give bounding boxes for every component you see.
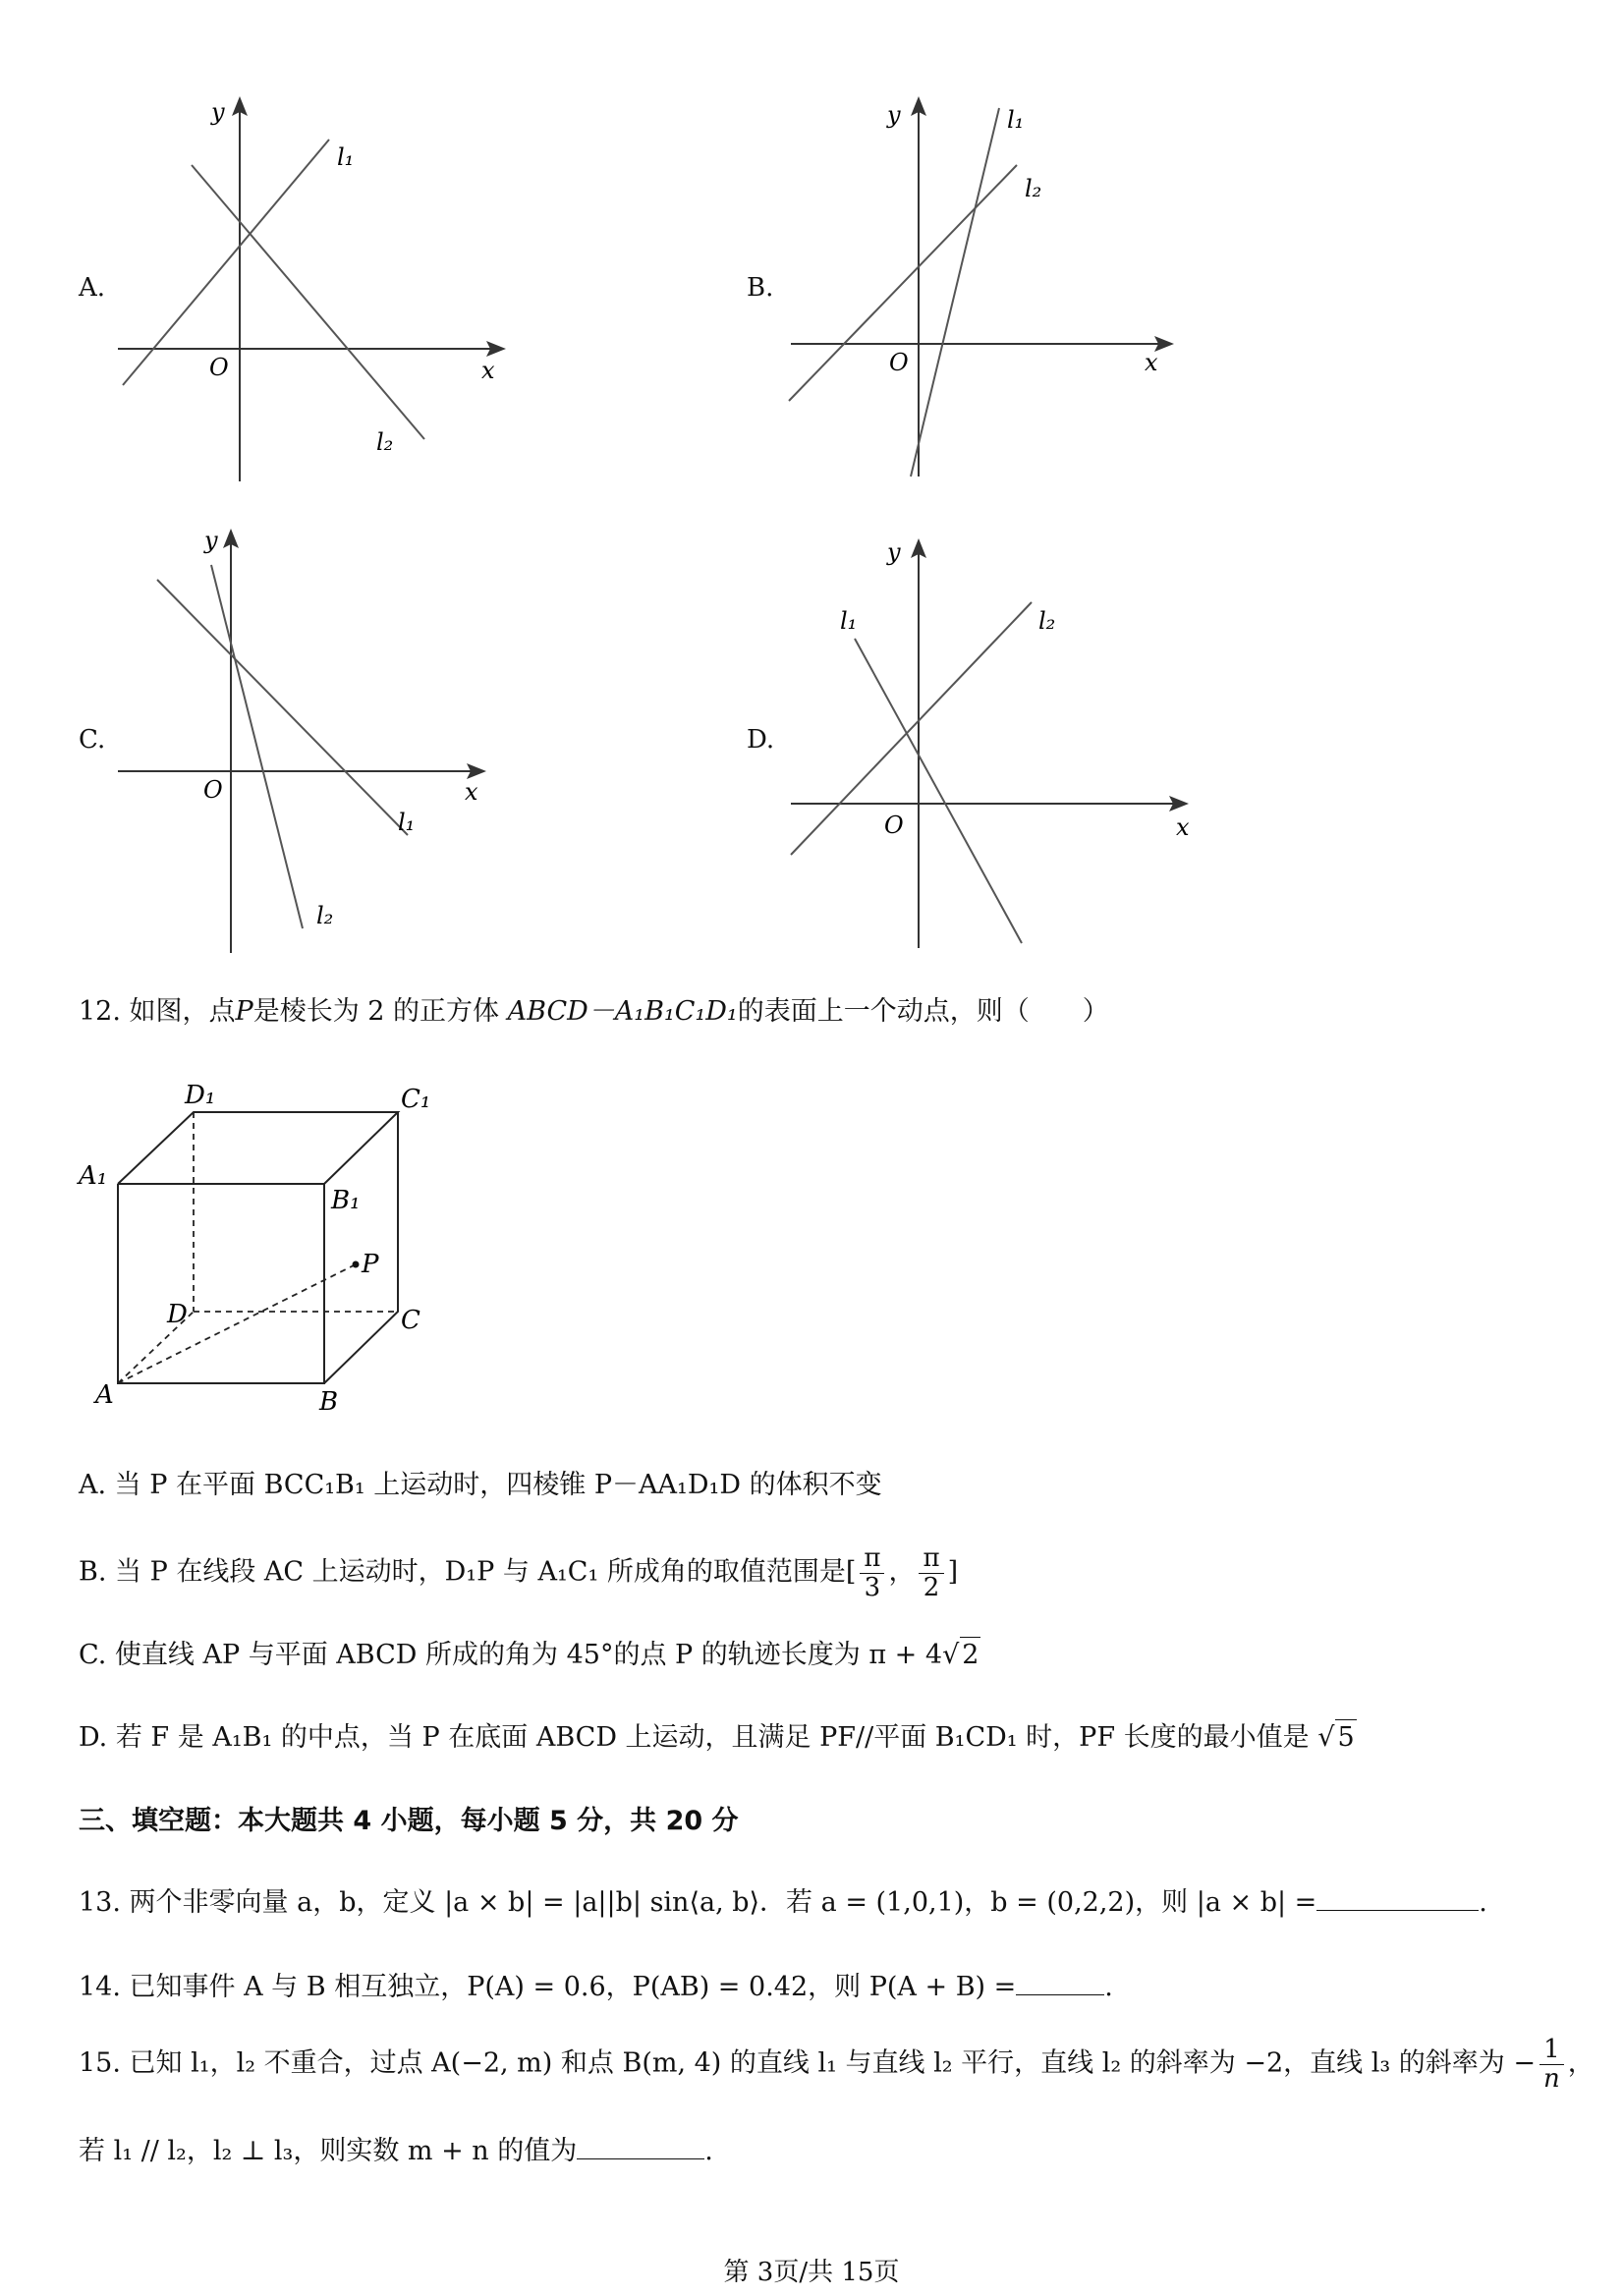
y-axis-label: y (887, 101, 901, 129)
l1-label: l₁ (398, 809, 416, 836)
q13-blank[interactable] (1316, 1883, 1479, 1911)
q13: 13. 两个非零向量 a，b，定义 |a × b| = |a||b| sin⟨a, b⟩．若 a = (1,0,1)，b = (0,2,2)，则 |a × b| = . (79, 1883, 1487, 1920)
origin-label: O (203, 776, 223, 804)
l2-label: l₂ (316, 902, 334, 929)
label-p: P (362, 1250, 379, 1279)
q14-blank[interactable] (1016, 1968, 1104, 1995)
q15: 15. 已知 l₁，l₂ 不重合，过点 A(−2, m) 和点 B(m, 4) 的直线 l₁ 与直线 l₂ 平行，直线 l₂ 的斜率为 −2，直线 l₃ 的斜率为 − $\frac{1}{n}$ ， (79, 2035, 1595, 2094)
page-footer: 第 3页/共 15页 (723, 2258, 900, 2287)
q12-option-c: C. 使直线 AP 与平面 ABCD 所成的角为 45°的点 P 的轨迹长度为 π + 4√ 2 (79, 1637, 980, 1672)
label-b: B (319, 1387, 339, 1417)
l1-label: l₁ (1007, 106, 1025, 134)
x-axis-label: x (481, 357, 495, 384)
q12-option-a: A. 当 P 在平面 BCC₁B₁ 上运动时，四棱锥 P－AA₁D₁D 的体积不变 (79, 1470, 882, 1500)
option-c-label: C. (79, 725, 106, 755)
l2-label: l₂ (1038, 607, 1056, 635)
line-l2 (211, 565, 303, 928)
x-axis-label: x (1176, 813, 1190, 841)
option-c-graph (108, 521, 521, 963)
section-3-heading: 三、填空题：本大题共 4 小题，每小题 5 分，共 20 分 (79, 1806, 739, 1836)
q15-blank[interactable] (577, 2132, 704, 2159)
l1-label: l₁ (337, 143, 355, 171)
frac-pi-2: $\frac{\pi}{2}$ (919, 1544, 943, 1601)
label-d1: D₁ (185, 1081, 216, 1110)
option-b-label: B. (747, 273, 774, 303)
option-a-graph (108, 88, 521, 491)
y-axis-label: y (887, 538, 901, 566)
l2-label: l₂ (376, 428, 394, 456)
x-axis-label: x (1145, 349, 1158, 376)
origin-label: O (209, 354, 229, 381)
q12-option-b: B. 当 P 在线段 AC 上运动时，D₁P 与 A₁C₁ 所成角的取值范围是[ $\frac{\pi}{3}$ ， $\frac{\pi}{2}$ ] (79, 1543, 959, 1602)
line-l2 (192, 165, 424, 439)
origin-label: O (889, 349, 909, 376)
option-d-graph (781, 531, 1213, 963)
q15-line2: 若 l₁ // l₂，l₂ ⊥ l₃，则实数 m + n 的值为 . (79, 2132, 713, 2168)
l1-label: l₁ (840, 607, 858, 635)
option-b-graph (781, 88, 1194, 491)
q12-option-d: D. 若 F 是 A₁B₁ 的中点，当 P 在底面 ABCD 上运动，且满足 PF//平面 B₁CD₁ 时，PF 长度的最小值是 √ 5 (79, 1719, 1357, 1755)
line-l2 (791, 602, 1032, 855)
line-l1 (911, 108, 999, 476)
line-l1 (157, 580, 408, 835)
label-b1: B₁ (331, 1186, 361, 1215)
frac-1-n: $\frac{1}{n}$ (1539, 2036, 1564, 2093)
label-c1: C₁ (401, 1085, 431, 1114)
option-a-label: A. (79, 273, 106, 303)
point-p (353, 1261, 360, 1268)
label-a: A (95, 1380, 114, 1410)
origin-label: O (884, 812, 904, 839)
label-d: D (167, 1300, 188, 1329)
q14: 14. 已知事件 A 与 B 相互独立，P(A) = 0.6，P(AB) = 0.42，则 P(A + B) = . (79, 1968, 1113, 2004)
label-a1: A₁ (79, 1161, 108, 1191)
y-axis-label: y (204, 527, 218, 554)
l2-label: l₂ (1025, 175, 1042, 202)
option-d-label: D. (747, 725, 775, 755)
y-axis-label: y (211, 98, 225, 126)
q12-stem: 12. 如图，点P是棱长为 2 的正方体 ABCD－A₁B₁C₁D₁的表面上一个动点，则（ ） (79, 996, 1109, 1027)
line-l1 (855, 639, 1022, 943)
x-axis-label: x (465, 778, 478, 806)
cube-figure (74, 1071, 447, 1425)
label-c: C (401, 1306, 420, 1335)
frac-pi-3: $\frac{\pi}{3}$ (860, 1544, 884, 1601)
